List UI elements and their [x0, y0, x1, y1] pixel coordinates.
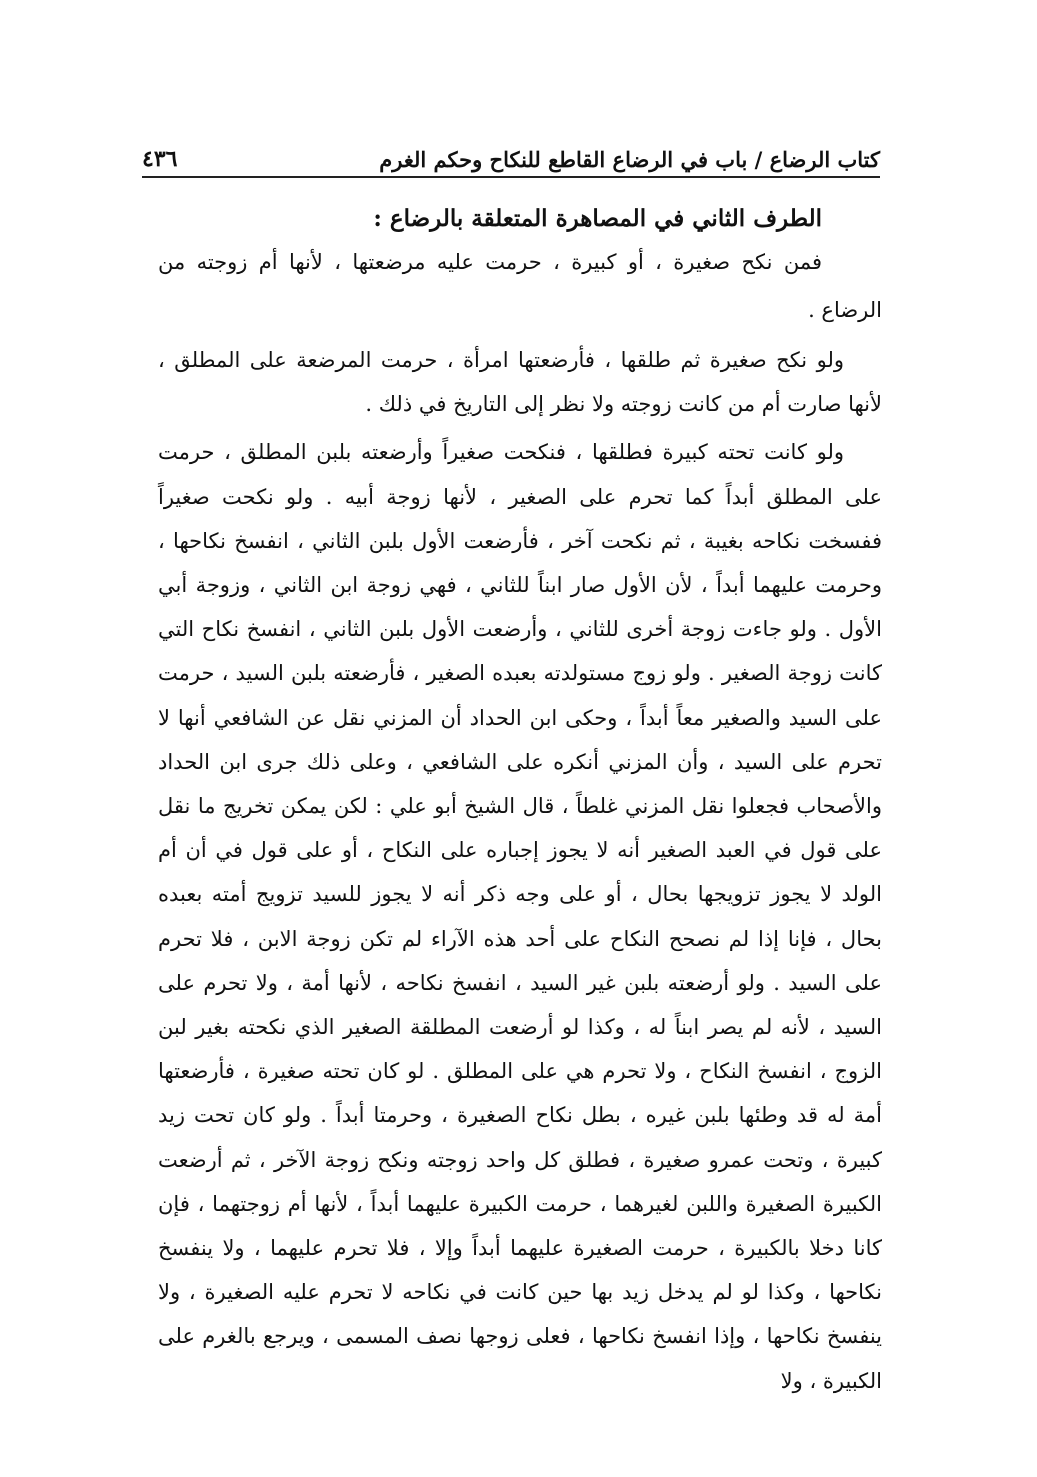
header-title: كتاب الرضاع / باب في الرضاع القاطع للنكاح وحكم الغرم — [379, 147, 880, 172]
paragraph-2: ولو نكح صغيرة ثم طلقها ، فأرضعتها امرأة ، حرمت المرضعة على المطلق ، لأنها صارت أم من كانت زوجته ولا نظر إلى التاريخ في ذلك . — [158, 348, 882, 417]
body-text — [158, 200, 882, 1403]
running-header — [142, 138, 880, 178]
paragraph-1: فمن نكح صغيرة ، أو كبيرة ، حرمت عليه مرضعتها ، لأنها أم زوجته من الرضاع . — [158, 250, 882, 322]
paragraph-3: ولو كانت تحته كبيرة فطلقها ، فنكحت صغيراً وأرضعته بلبن المطلق ، حرمت على المطلق أبداً كما تحرم على الصغير ، لأنها زوجة أبيه . ولو نكحت صغيراً ففسخت نكاحه بغيبة ، ثم نكحت آخر ، فأرضعت الأول بلبن الثاني ، انفسخ نكاحها ، وحرمت عليهما أبداً ، لأن الأول صار ابناً للثاني ، فهي زوجة ابن الثاني ، وزوجة أبي الأول . ولو جاءت زوجة أخرى للثاني ، وأرضعت الأول بلبن الثاني ، انفسخ نكاح التي كانت زوجة الصغير . ولو زوج مستولدته بعبده الصغير ، فأرضعته بلبن السيد ، حرمت على السيد والصغير معاً أبداً ، وحكى ابن الحداد أن المزني نقل عن الشافعي أنها لا تحرم على السيد ، وأن المزني أنكره على الشافعي ، وعلى ذلك جرى ابن الحداد والأصحاب فجعلوا نقل المزني غلطاً ، قال الشيخ أبو علي : لكن يمكن تخريج ما نقل على قول في العبد الصغير أنه لا يجوز إجباره على النكاح ، أو على قول في أن أم الولد لا يجوز تزويجها بحال ، أو على وجه ذكر أنه لا يجوز للسيد تزويج أمته بعبده بحال ، فإنا إذا لم نصحح النكاح على أحد هذه الآراء لم تكن زوجة الابن ، فلا تحرم على السيد . ولو أرضعته بلبن غير السيد ، انفسخ نكاحه ، لأنها أمة ، ولا تحرم على السيد ، لأنه لم يصر ابناً له ، وكذا لو أرضعت المطلقة الصغير الذي نكحته بغير لبن الزوج ، انفسخ النكاح ، ولا تحرم هي على المطلق . لو كان تحته صغيرة ، فأرضعتها أمة له قد وطئها بلبن غيره ، بطل نكاح الصغيرة ، وحرمتا أبداً . ولو كان تحت زيد كبيرة ، وتحت عمرو صغيرة ، فطلق كل واحد زوجته ونكح زوجة الآخر ، ثم أرضعت الكبيرة الصغيرة واللبن لغيرهما ، حرمت الكبيرة عليهما أبداً ، لأنها أم زوجتهما ، فإن كانا دخلا بالكبيرة ، حرمت الصغيرة عليهما أبداً وإلا ، فلا تحرم عليهما ، ولا ينفسخ نكاحها ، وكذا لو لم يدخل زيد بها حين كانت في نكاحه لا تحرم عليه الصغيرة ، ولا ينفسخ نكاحها ، وإذا انفسخ نكاحها ، فعلى زوجها نصف المسمى ، ويرجع بالغرم على الكبيرة ، ولا — [158, 440, 882, 1393]
page-number: ٤٣٦ — [142, 146, 178, 172]
section-heading: الطرف الثاني في المصاهرة المتعلقة بالرضاع : — [373, 205, 822, 232]
